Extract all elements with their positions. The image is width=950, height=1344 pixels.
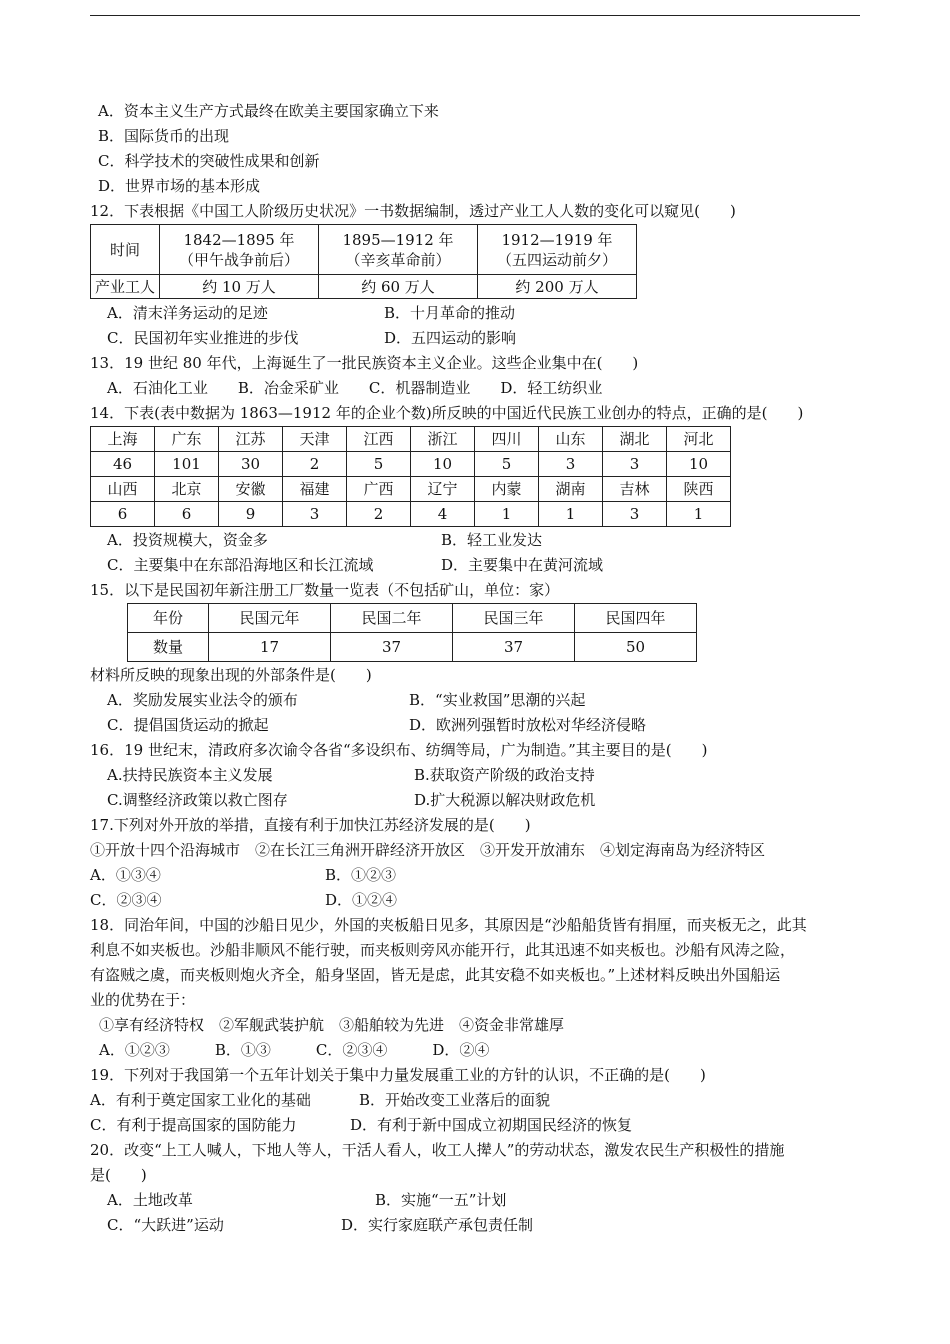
table-cell: 江西 — [347, 427, 411, 452]
q12-period-2: 1895—1912 年 （辛亥革命前） — [319, 225, 478, 275]
q17-items: ①开放十四个沿海城市 ②在长江三角洲开辟经济开放区 ③开发开放浦东 ④划定海南岛为经济特区 — [90, 841, 766, 859]
table-cell: 北京 — [155, 477, 219, 502]
q12-period-1: 1842—1895 年 （甲午战争前后） — [160, 225, 319, 275]
q13-options: A．石油化工业 B．冶金采矿业 C．机器制造业 D．轻工纺织业 — [107, 379, 603, 397]
table-cell: 2 — [347, 502, 411, 527]
q18-line-2: 利息不如夹板也。沙船非顺风不能行驶，而夹板则旁风亦能开行，此其迅速不如夹板也。沙船有风涛之险， — [90, 941, 796, 959]
q14-option-c: C．主要集中在东部沿海地区和长江流域 — [107, 556, 374, 574]
table-cell: 10 — [411, 452, 475, 477]
q12-option-b: B．十月革命的推动 — [384, 304, 516, 322]
q17-stem: 17.下列对外开放的举措，直接有利于加快江苏经济发展的是( ) — [90, 816, 531, 834]
q19-stem: 19．下列对于我国第一个五年计划关于集中力量发展重工业的方针的认识，不正确的是( ) — [90, 1066, 706, 1084]
q16-stem: 16．19 世纪末，清政府多次谕令各省“多设织布、纺绸等局，广为制造。”其主要目的是( ) — [90, 741, 708, 759]
q18-line-3: 有盗贼之虞，而夹板则炮火齐全，船身坚固，皆无是虑，此其安稳不如夹板也。”上述材料反映出外国船运 — [90, 966, 781, 984]
table-cell: 广西 — [347, 477, 411, 502]
q12-option-a: A．清末洋务运动的足迹 — [107, 304, 268, 322]
table-cell: 2 — [283, 452, 347, 477]
q19-option-c: C．有利于提高国家的国防能力 — [90, 1116, 297, 1134]
q14-row1-names — [91, 427, 731, 452]
table-cell: 46 — [91, 452, 155, 477]
q18-line-1: 18．同治年间，中国的沙船日见少，外国的夹板船日见多，其原因是“沙船船货皆有捐厘，而夹板无之，此其 — [90, 916, 807, 934]
q18-line-4: 业的优势在于： — [90, 991, 196, 1009]
q15-option-a: A．奖励发展实业法令的颁布 — [107, 691, 298, 709]
table-cell: 37 — [453, 633, 575, 662]
q20-stem-line-2: 是( ) — [90, 1166, 147, 1184]
q15-count-label: 数量 — [128, 633, 209, 662]
table-cell: 3 — [539, 452, 603, 477]
table-cell: 5 — [347, 452, 411, 477]
q18-options: A．①②③ B．①③ C．②③④ D．②④ — [99, 1041, 490, 1059]
q20-option-c: C．“大跃进”运动 — [107, 1216, 224, 1234]
q19-option-d: D．有利于新中国成立初期国民经济的恢复 — [350, 1116, 633, 1134]
q20-stem-line-1: 20．改变“上工人喊人，下地人等人，干活人看人，收工人撵人”的劳动状态，激发农民生产积极性的措施 — [90, 1141, 785, 1159]
table-cell: 民国二年 — [331, 604, 453, 633]
table-cell: 3 — [603, 502, 667, 527]
table-cell: 江苏 — [219, 427, 283, 452]
table-cell: 陕西 — [667, 477, 731, 502]
q11-option-b: B．国际货币的出现 — [98, 127, 230, 145]
q12-workers-3: 约 200 万人 — [478, 275, 637, 299]
table-cell: 6 — [91, 502, 155, 527]
table-cell: 30 — [219, 452, 283, 477]
q16-option-b: B.获取资产阶级的政治支持 — [414, 766, 595, 784]
q13-stem: 13．19 世纪 80 年代，上海诞生了一批民族资本主义企业。这些企业集中在( ) — [90, 354, 639, 372]
table-cell: 1 — [667, 502, 731, 527]
table-cell: 内蒙 — [475, 477, 539, 502]
q19-option-b: B．开始改变工业落后的面貌 — [359, 1091, 551, 1109]
q19-option-a: A．有利于奠定国家工业化的基础 — [90, 1091, 311, 1109]
q17-option-c: C．②③④ — [90, 891, 162, 909]
q14-row2-names — [91, 477, 731, 502]
q20-option-b: B．实施“一五”计划 — [375, 1191, 507, 1209]
table-cell: 5 — [475, 452, 539, 477]
q17-option-d: D．①②④ — [325, 891, 398, 909]
q15-option-d: D．欧洲列强暂时放松对华经济侵略 — [409, 716, 647, 734]
table-cell: 辽宁 — [411, 477, 475, 502]
q11-option-a: A．资本主义生产方式最终在欧美主要国家确立下来 — [98, 102, 439, 120]
table-cell: 101 — [155, 452, 219, 477]
q12-period-3: 1912—1919 年 （五四运动前夕） — [478, 225, 637, 275]
q12-workers-2: 约 60 万人 — [319, 275, 478, 299]
q12-workers-1: 约 10 万人 — [160, 275, 319, 299]
table-cell: 广东 — [155, 427, 219, 452]
q16-option-c: C.调整经济政策以救亡图存 — [107, 791, 288, 809]
table-cell: 河北 — [667, 427, 731, 452]
q18-items: ①享有经济特权 ②军舰武装护航 ③船舶较为先进 ④资金非常雄厚 — [99, 1016, 565, 1034]
q12-table — [90, 224, 637, 299]
table-cell: 4 — [411, 502, 475, 527]
q15-question: 材料所反映的现象出现的外部条件是( ) — [90, 666, 372, 684]
table-cell: 3 — [283, 502, 347, 527]
q17-option-a: A．①③④ — [90, 866, 161, 884]
table-cell: 民国元年 — [209, 604, 331, 633]
table-cell: 山东 — [539, 427, 603, 452]
table-cell: 3 — [603, 452, 667, 477]
q15-stem: 15．以下是民国初年新注册工厂数量一览表（不包括矿山，单位：家） — [90, 581, 560, 599]
table-cell: 9 — [219, 502, 283, 527]
table-cell: 浙江 — [411, 427, 475, 452]
q15-year-label: 年份 — [128, 604, 209, 633]
table-cell: 天津 — [283, 427, 347, 452]
q11-option-d: D．世界市场的基本形成 — [98, 177, 261, 195]
table-cell: 上海 — [91, 427, 155, 452]
q17-option-b: B．①②③ — [325, 866, 397, 884]
table-cell: 吉林 — [603, 477, 667, 502]
table-cell: 福建 — [283, 477, 347, 502]
q14-option-a: A．投资规模大，资金多 — [107, 531, 268, 549]
q12-stem: 12．下表根据《中国工人阶级历史状况》一书数据编制，透过产业工人人数的变化可以窥见( ) — [90, 202, 736, 220]
q14-row1-values — [91, 452, 731, 477]
table-cell: 民国四年 — [575, 604, 697, 633]
table-cell: 民国三年 — [453, 604, 575, 633]
q20-option-a: A．土地改革 — [107, 1191, 193, 1209]
q11-option-c: C．科学技术的突破性成果和创新 — [98, 152, 320, 170]
table-cell: 17 — [209, 633, 331, 662]
table-cell: 四川 — [475, 427, 539, 452]
table-cell: 37 — [331, 633, 453, 662]
q14-option-d: D．主要集中在黄河流域 — [441, 556, 604, 574]
q14-option-b: B．轻工业发达 — [441, 531, 543, 549]
table-cell: 安徽 — [219, 477, 283, 502]
q15-option-b: B．“实业救国”思潮的兴起 — [409, 691, 586, 709]
table-cell: 湖南 — [539, 477, 603, 502]
table-cell: 1 — [539, 502, 603, 527]
table-cell: 山西 — [91, 477, 155, 502]
q16-option-a: A.扶持民族资本主义发展 — [107, 766, 273, 784]
q12-option-c: C．民国初年实业推进的步伐 — [107, 329, 299, 347]
q12-time-label: 时间 — [91, 225, 160, 275]
q14-stem: 14．下表(表中数据为 1863—1912 年的企业个数)所反映的中国近代民族工业创办的特点，正确的是( ) — [90, 404, 804, 422]
table-cell: 50 — [575, 633, 697, 662]
table-cell: 6 — [155, 502, 219, 527]
table-cell: 1 — [475, 502, 539, 527]
q15-table — [127, 603, 697, 662]
q12-workers-label: 产业工人 — [91, 275, 160, 299]
q16-option-d: D.扩大税源以解决财政危机 — [414, 791, 596, 809]
q14-row2-values — [91, 502, 731, 527]
q14-table — [90, 426, 731, 527]
q15-option-c: C．提倡国货运动的掀起 — [107, 716, 269, 734]
table-cell: 10 — [667, 452, 731, 477]
q12-option-d: D．五四运动的影响 — [384, 329, 517, 347]
q20-option-d: D．实行家庭联产承包责任制 — [341, 1216, 534, 1234]
table-cell: 湖北 — [603, 427, 667, 452]
header-rule — [90, 15, 860, 16]
